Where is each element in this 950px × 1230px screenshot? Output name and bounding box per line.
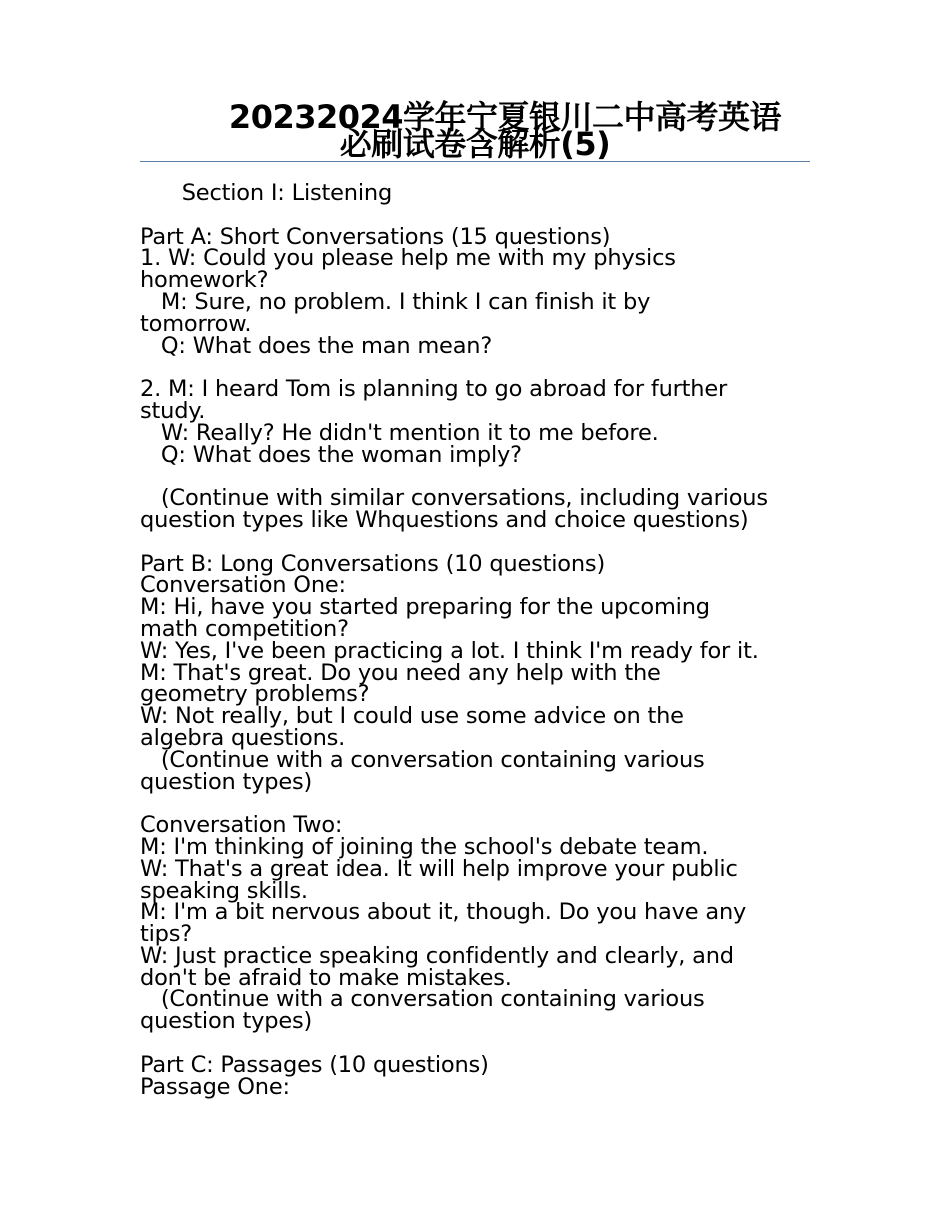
text-line: algebra questions. (140, 724, 346, 751)
text-line: M: I'm thinking of joining the school's debate team. (140, 833, 709, 860)
text-line: study. (140, 397, 206, 424)
text-line: Part C: Passages (10 questions) (140, 1051, 489, 1078)
text-line: M: Sure, no problem. I think I can finish it by (140, 288, 651, 315)
text-line: 2. M: I heard Tom is planning to go abroad for further (140, 376, 728, 403)
text-line: W: Yes, I've been practicing a lot. I think I'm ready for it. (140, 637, 759, 664)
title-underline (140, 161, 810, 162)
text-line: don't be afraid to make mistakes. (140, 964, 512, 991)
text-line: W: That's a great idea. It will help improve your public (140, 855, 738, 882)
text-line: (Continue with a conversation containing various (140, 986, 705, 1013)
text-line: question types) (140, 1008, 313, 1035)
text-line: Part B: Long Conversations (10 questions) (140, 550, 606, 577)
text-line: M: That's great. Do you need any help with the (140, 659, 661, 686)
text-line: Q: What does the woman imply? (140, 441, 522, 468)
text-line: Conversation One: (140, 572, 346, 599)
text-line: Passage One: (140, 1073, 290, 1100)
text-line: Section I: Listening (140, 180, 393, 206)
text-line: Q: What does the man mean? (140, 332, 493, 359)
text-line: (Continue with a conversation containing various (140, 746, 705, 773)
text-line: speaking skills. (140, 877, 308, 904)
title-line-1: 20232024学年宁夏银川二中高考英语 (228, 98, 782, 136)
document-title (140, 98, 810, 163)
text-line: geometry problems? (140, 681, 370, 708)
text-line: Conversation Two: (140, 812, 343, 839)
text-line: Part A: Short Conversations (15 questions) (140, 223, 611, 250)
text-line: M: I'm a bit nervous about it, though. Do you have any (140, 899, 747, 926)
text-line: W: Really? He didn't mention it to me before. (140, 419, 659, 446)
text-line: question types like Whquestions and choice questions) (140, 506, 749, 533)
text-line: tomorrow. (140, 310, 252, 337)
text-line: tips? (140, 921, 193, 948)
text-line: (Continue with similar conversations, including various (140, 485, 768, 512)
text-line: homework? (140, 267, 269, 294)
text-line: M: Hi, have you started preparing for the upcoming (140, 594, 710, 621)
text-line: W: Not really, but I could use some advice on the (140, 703, 684, 730)
text-line: 1. W: Could you please help me with my physics (140, 245, 676, 272)
title-line-2: 必刷试卷含解析(5) (339, 125, 611, 163)
text-line: question types) (140, 768, 313, 795)
text-line: W: Just practice speaking confidently and clearly, and (140, 942, 734, 969)
document-body (140, 180, 820, 1100)
text-line: math competition? (140, 615, 349, 642)
